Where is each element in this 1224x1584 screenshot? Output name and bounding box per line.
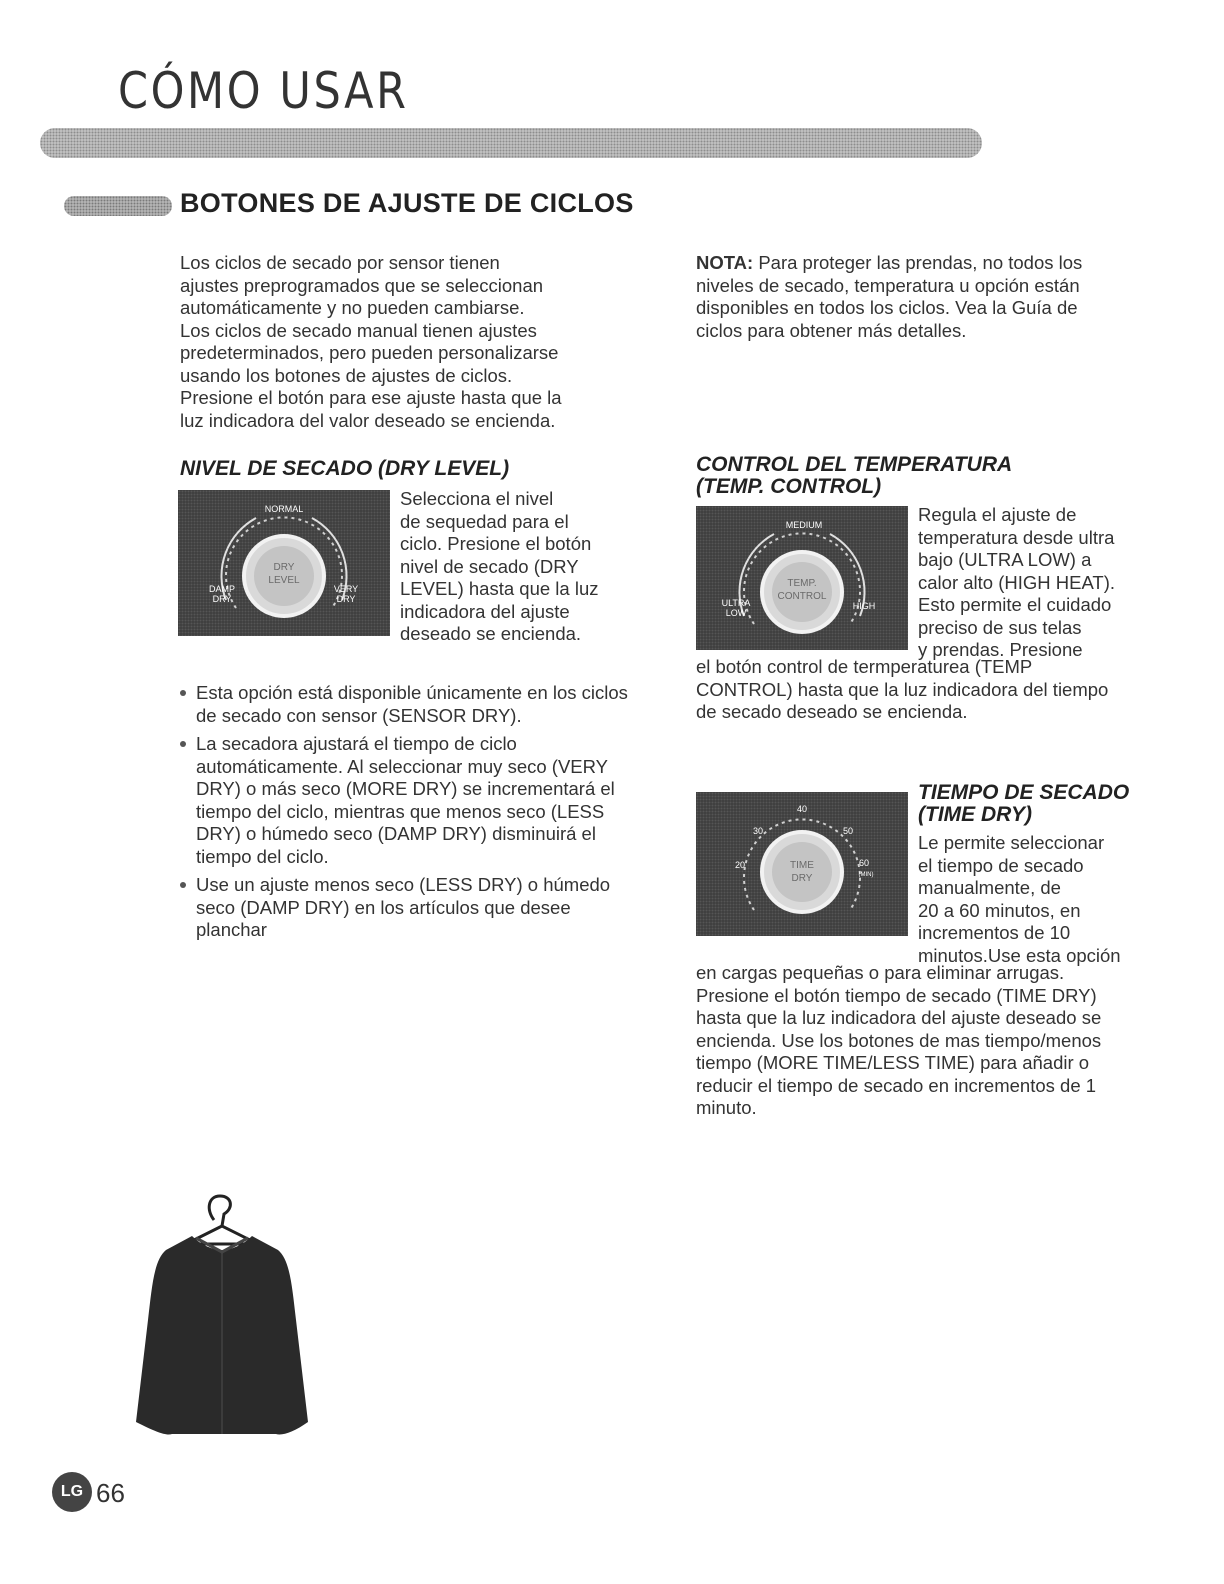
bullet-item: Use un ajuste menos seco (LESS DRY) o húmedo seco (DAMP DRY) en los artículos que desee planchar xyxy=(178,874,628,942)
text-line: 20 a 60 minutos, en xyxy=(918,899,1081,921)
text-line: niveles de secado, temperatura u opción están xyxy=(696,274,1080,296)
text-line: disponibles en todos los ciclos. Vea la Guía de xyxy=(696,297,1078,318)
time-dry-description xyxy=(918,832,1158,967)
section-marker xyxy=(64,196,172,216)
text-line: ciclos para obtener más detalles. xyxy=(696,319,967,341)
section-title: BOTONES DE AJUSTE DE CICLOS xyxy=(180,188,634,218)
dry-level-title: NIVEL DE SECADO (DRY LEVEL) xyxy=(180,457,510,480)
text-line: el tiempo de secado xyxy=(918,854,1084,876)
header-banner xyxy=(40,128,982,158)
text-line: Esto permite el cuidado xyxy=(918,594,1112,615)
dry-level-notes xyxy=(178,682,628,948)
text-line: deseado se encienda. xyxy=(400,623,582,644)
panel-button-label: CONTROL xyxy=(777,591,827,602)
panel-label-medium: MEDIUM xyxy=(785,520,823,530)
lg-logo-icon: LG xyxy=(52,1472,92,1512)
temp-control-title xyxy=(696,454,1012,498)
note-paragraph xyxy=(696,252,1156,342)
panel-label-40: 40 xyxy=(796,804,808,814)
text-line: en cargas pequeñas o para eliminar arrugas. xyxy=(696,962,1065,983)
text-line: Para proteger las prendas, no todos los xyxy=(758,252,1083,273)
dry-level-description xyxy=(400,488,630,646)
temp-control-description xyxy=(918,504,1158,662)
panel-label-ultra-low: ULTRA xyxy=(721,598,751,608)
dry-level-panel-image xyxy=(178,490,390,636)
panel-label-30: 30 xyxy=(752,826,764,836)
note-label: NOTA: xyxy=(696,252,754,273)
text-line: Regula el ajuste de xyxy=(918,504,1077,525)
panel-label-very: DRY xyxy=(336,594,356,604)
text-line: Le permite seleccionar xyxy=(918,832,1105,853)
title-line: (TEMP. CONTROL) xyxy=(696,475,882,498)
panel-button-label: TIME xyxy=(790,860,814,871)
text-line: Los ciclos de secado por sensor tienen xyxy=(180,252,500,273)
text-line: ciclo. Presione el botón xyxy=(400,533,592,554)
text-line: Selecciona el nivel xyxy=(400,488,554,509)
text-line: minuto. xyxy=(696,1097,757,1118)
text-line: hasta que la luz indicadora del ajuste deseado se xyxy=(696,1007,1102,1028)
text-line: CONTROL) hasta que la luz indicadora del tiempo xyxy=(696,678,1109,700)
panel-label-damp: DRY xyxy=(212,594,232,604)
chapter-title: CÓMO USAR xyxy=(118,62,409,120)
text-line: reducir el tiempo de secado en incrementos de 1 xyxy=(696,1074,1097,1096)
panel-label-damp: DAMP xyxy=(208,584,236,594)
title-line: CONTROL DEL TEMPERATURA xyxy=(696,453,1013,476)
text-line: ajustes preprogramados que se seleccionan xyxy=(180,274,544,296)
text-line: encienda. Use los botones de mas tiempo/menos xyxy=(696,1029,1102,1051)
bullet-item: La secadora ajustará el tiempo de ciclo automáticamente. Al seleccionar muy seco (VERY DRY) o más seco (MORE DRY) se incrementará el tiempo del ciclo, mientras que menos seco (LESS DRY) o húmedo seco (DAMP DRY) disminuirá el tiempo del ciclo. xyxy=(178,733,628,868)
panel-label-60: 60 xyxy=(858,858,870,868)
panel-label-high: HIGH xyxy=(852,601,876,611)
intro-paragraph xyxy=(180,252,620,432)
text-line: predeterminados, pero pueden personalizarse xyxy=(180,342,559,363)
text-line: automáticamente y no pueden cambiarse. xyxy=(180,297,525,318)
text-line: indicadora del ajuste xyxy=(400,600,570,622)
text-line: el botón control de termperaturea (TEMP xyxy=(696,656,1033,677)
text-line: minutos.Use esta opción xyxy=(918,944,1121,966)
panel-label-ultra-low: LOW xyxy=(725,608,747,618)
time-dry-panel-image xyxy=(696,792,908,936)
text-line: Los ciclos de secado manual tienen ajustes xyxy=(180,319,537,341)
text-line: luz indicadora del valor deseado se encienda. xyxy=(180,409,556,431)
text-line: Presione el botón tiempo de secado (TIME DRY) xyxy=(696,984,1097,1006)
text-line: preciso de sus telas xyxy=(918,616,1082,638)
shirt-on-hanger-image xyxy=(126,1190,316,1442)
panel-button-label: TEMP. xyxy=(787,578,817,589)
text-line: bajo (ULTRA LOW) a xyxy=(918,549,1092,570)
text-line: incrementos de 10 xyxy=(918,922,1071,943)
text-line: LEVEL) hasta que la luz xyxy=(400,578,599,599)
text-line: temperatura desde ultra xyxy=(918,526,1115,548)
panel-label-20: 20 xyxy=(734,860,746,870)
panel-button-label: DRY xyxy=(791,873,813,884)
text-line: calor alto (HIGH HEAT). xyxy=(918,571,1116,593)
temp-control-description-continued xyxy=(696,656,1166,724)
text-line: de secado deseado se encienda. xyxy=(696,701,968,722)
panel-button-label: DRY xyxy=(273,562,295,573)
panel-label-very: VERY xyxy=(333,584,359,594)
panel-button-label: LEVEL xyxy=(268,575,300,586)
text-line: manualmente, de xyxy=(918,877,1061,898)
text-line: de sequedad para el xyxy=(400,510,569,532)
time-dry-description-continued xyxy=(696,962,1166,1120)
panel-label-50: 50 xyxy=(842,826,854,836)
text-line: Presione el botón para ese ajuste hasta que la xyxy=(180,387,562,408)
time-dry-title xyxy=(918,782,1129,826)
text-line: usando los botones de ajustes de ciclos. xyxy=(180,364,513,386)
text-line: nivel de secado (DRY xyxy=(400,555,579,577)
title-line: TIEMPO DE SECADO xyxy=(918,781,1130,804)
panel-label-normal: NORMAL xyxy=(264,504,304,514)
text-line: y prendas. Presione xyxy=(918,639,1083,660)
bullet-item: Esta opción está disponible únicamente en los ciclos de secado con sensor (SENSOR DRY). xyxy=(178,682,628,727)
temp-control-panel-image xyxy=(696,506,908,650)
panel-label-min: (MIN) xyxy=(858,872,874,878)
text-line: tiempo (MORE TIME/LESS TIME) para añadir o xyxy=(696,1052,1090,1073)
title-line: (TIME DRY) xyxy=(918,803,1032,826)
page-number: 66 xyxy=(96,1478,125,1508)
